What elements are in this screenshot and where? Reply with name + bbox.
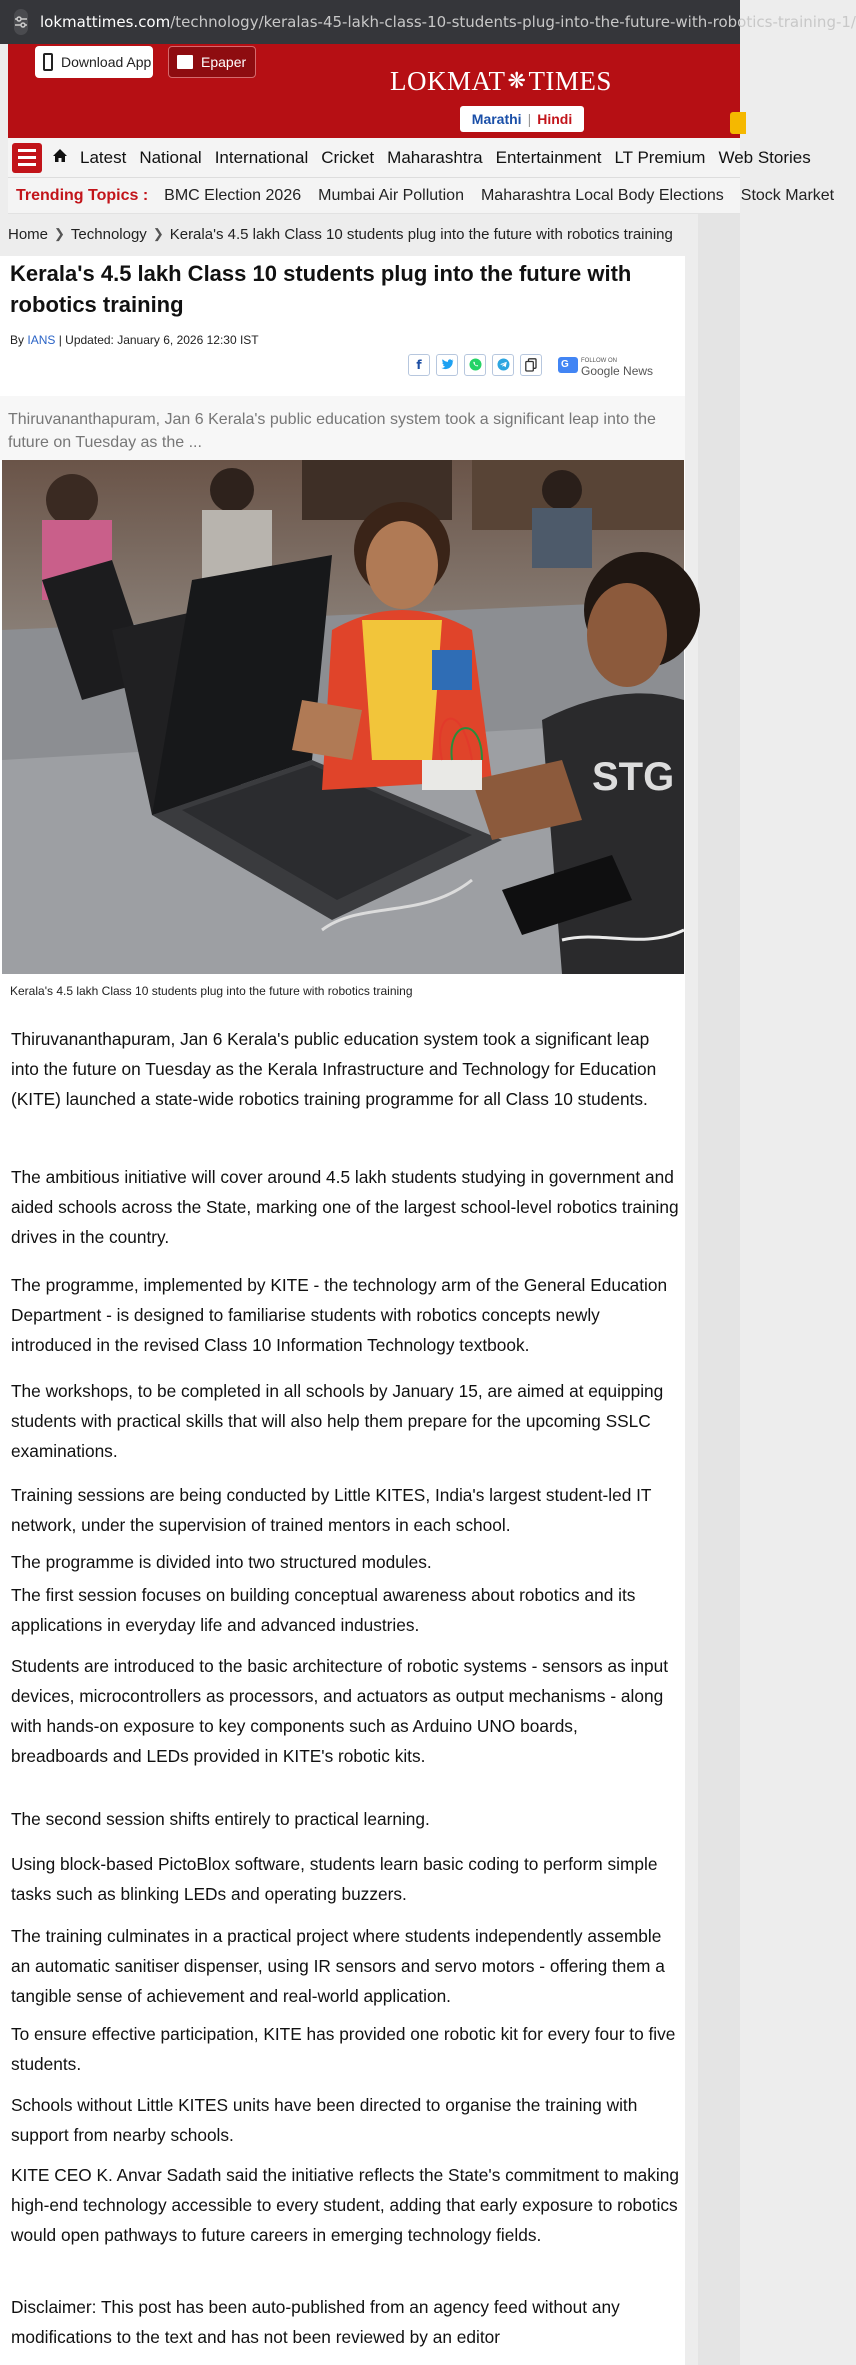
article-card (0, 256, 685, 2365)
trending-label: Trending Topics : (16, 186, 149, 204)
nav-item-latest[interactable]: Latest (80, 147, 127, 167)
browser-address-bar[interactable] (0, 0, 856, 44)
article-paragraph: The ambitious initiative will cover around 4.5 lakh students studying in government and aided schools across the State, marking one of the largest school-level robotics training drives in the country. (11, 1167, 679, 1247)
twitter-icon[interactable] (436, 354, 458, 376)
nav-item-entertainment[interactable]: Entertainment (495, 147, 602, 167)
article-paragraph: Students are introduced to the basic architecture of robotic systems - sensors as input devices, microcontrollers as processors, and actuators as output mechanisms - along with hands-on exposure to key components such as Arduino UNO boards, breadboards and LEDs provided in KITE's robotic kits. (11, 1656, 669, 1766)
url-path: /technology/keralas-45-lakh-class-10-students-plug-into-the-future-with-robotics-training-1/ (170, 13, 856, 31)
breadcrumb-technology[interactable]: Technology (70, 225, 147, 243)
lang-separator: | (527, 111, 532, 127)
whatsapp-icon[interactable] (464, 354, 486, 376)
site-header (8, 44, 740, 138)
trending-topic[interactable]: Maharashtra Local Body Elections (480, 186, 724, 204)
phone-icon (43, 53, 53, 71)
trending-topic[interactable]: BMC Election 2026 (164, 186, 302, 204)
article-paragraph: The first session focuses on building conceptual awareness about robotics and its applications in everyday life and advanced industries. (11, 1585, 636, 1635)
trending-topic[interactable]: Stock Market (740, 186, 835, 204)
facebook-icon[interactable]: f (408, 354, 430, 376)
article-paragraph: The programme, implemented by KITE - the technology arm of the General Education Department - is designed to familiarise students with robotics concepts newly introduced in the revised Class 10 Information Technology textbook. (11, 1275, 668, 1355)
logo-right-text: TIMES (528, 66, 612, 96)
share-bar (408, 353, 653, 376)
robotics-training-photo (2, 460, 684, 974)
epaper-label: Epaper (201, 54, 247, 70)
breadcrumb-home[interactable]: Home (8, 225, 49, 243)
trending-topics-bar (8, 178, 835, 214)
url-domain: lokmattimes.com (40, 13, 171, 31)
hamburger-menu-icon[interactable] (12, 143, 42, 173)
url-text[interactable] (40, 13, 856, 31)
article-paragraph: The workshops, to be completed in all schools by January 15, are aimed at equipping students with practical skills that will also help them prepare for the upcoming SSLC examinations. (11, 1381, 664, 1461)
logo-left-text: LOKMAT (390, 66, 506, 96)
site-logo[interactable] (390, 66, 612, 97)
article-paragraph: Training sessions are being conducted by Little KITES, India's largest student-led IT network, under the supervision of trained mentors in each school. (11, 1485, 652, 1535)
lang-hindi-link[interactable]: Hindi (537, 111, 573, 127)
site-settings-icon[interactable] (14, 9, 28, 35)
home-icon[interactable] (52, 148, 68, 168)
breadcrumb (0, 214, 698, 254)
updated-date: | Updated: January 6, 2026 12:30 IST (58, 333, 259, 347)
google-news-icon: G (558, 357, 578, 373)
logo-emblem-icon: ❋ (507, 68, 527, 93)
article-paragraph: Using block-based PictoBlox software, students learn basic coding to perform simple tasks such as blinking LEDs and operating buzzers. (11, 1854, 658, 1904)
google-news-top-label: FOLLOW ON (581, 358, 618, 364)
newspaper-icon (177, 55, 193, 69)
image-caption: Kerala's 4.5 lakh Class 10 students plug into the future with robotics training (10, 984, 413, 998)
download-app-label: Download App (61, 54, 152, 70)
byline-prefix: By (10, 333, 25, 347)
article-excerpt: Thiruvananthapuram, Jan 6 Kerala's public education system took a significant leap into the future on Tuesday as the ... (8, 411, 656, 451)
main-nav (8, 138, 811, 178)
epaper-button[interactable] (168, 46, 256, 78)
nav-item-lt-premium[interactable]: LT Premium (614, 147, 706, 167)
chevron-right-icon: ❯ (152, 226, 164, 241)
edge-badge[interactable] (730, 112, 746, 134)
download-app-button[interactable] (35, 46, 153, 78)
copy-icon[interactable] (520, 354, 542, 376)
language-switcher (460, 106, 584, 132)
article-paragraph: Disclaimer: This post has been auto-published from an agency feed without any modifications to the text and has not been reviewed by an editor (11, 2297, 620, 2347)
author-link[interactable]: IANS (27, 333, 56, 347)
article-paragraph: The second session shifts entirely to practical learning. (11, 1809, 430, 1829)
article-paragraph: Schools without Little KITES units have been directed to organise the training with support from nearby schools. (11, 2095, 638, 2145)
article-hero-image (2, 460, 684, 974)
trending-topic[interactable]: Mumbai Air Pollution (318, 186, 464, 204)
lang-marathi-link[interactable]: Marathi (471, 111, 522, 127)
article-paragraph: Thiruvananthapuram, Jan 6 Kerala's public education system took a significant leap into the future on Tuesday as the Kerala Infrastructure and Technology for Education (KITE) launched a state-wide robotics training programme for all Class 10 students. (11, 1029, 657, 1109)
article-title: Kerala's 4.5 lakh Class 10 students plug into the future with robotics training (10, 261, 632, 317)
nav-item-maharashtra[interactable]: Maharashtra (387, 147, 483, 167)
article-paragraph: The training culminates in a practical project where students independently assemble an automatic sanitiser dispenser, using IR sensors and servo motors - offering them a tangible sense of achievement and real-world application. (11, 1926, 665, 2006)
article-paragraph: KITE CEO K. Anvar Sadath said the initiative reflects the State's commitment to making high-end technology accessible to every student, adding that early exposure to robotics would open pathways to future careers in emerging technology fields. (11, 2165, 679, 2245)
breadcrumb-current: Kerala's 4.5 lakh Class 10 students plug into the future with robotics training (169, 225, 673, 243)
article-byline (10, 333, 259, 347)
page-gutter (698, 44, 740, 2365)
telegram-icon[interactable] (492, 354, 514, 376)
nav-item-web-stories[interactable]: Web Stories (718, 147, 811, 167)
nav-item-international[interactable]: International (214, 147, 309, 167)
nav-item-national[interactable]: National (139, 147, 202, 167)
svg-text:STG: STG (592, 755, 675, 799)
google-news-follow-button[interactable] (558, 353, 653, 376)
article-paragraph: The programme is divided into two structured modules. (11, 1552, 432, 1572)
nav-item-cricket[interactable]: Cricket (321, 147, 375, 167)
google-news-label: Google News (581, 364, 654, 378)
article-paragraph: To ensure effective participation, KITE has provided one robotic kit for every four to five students. (11, 2024, 676, 2074)
chevron-right-icon: ❯ (54, 226, 65, 241)
